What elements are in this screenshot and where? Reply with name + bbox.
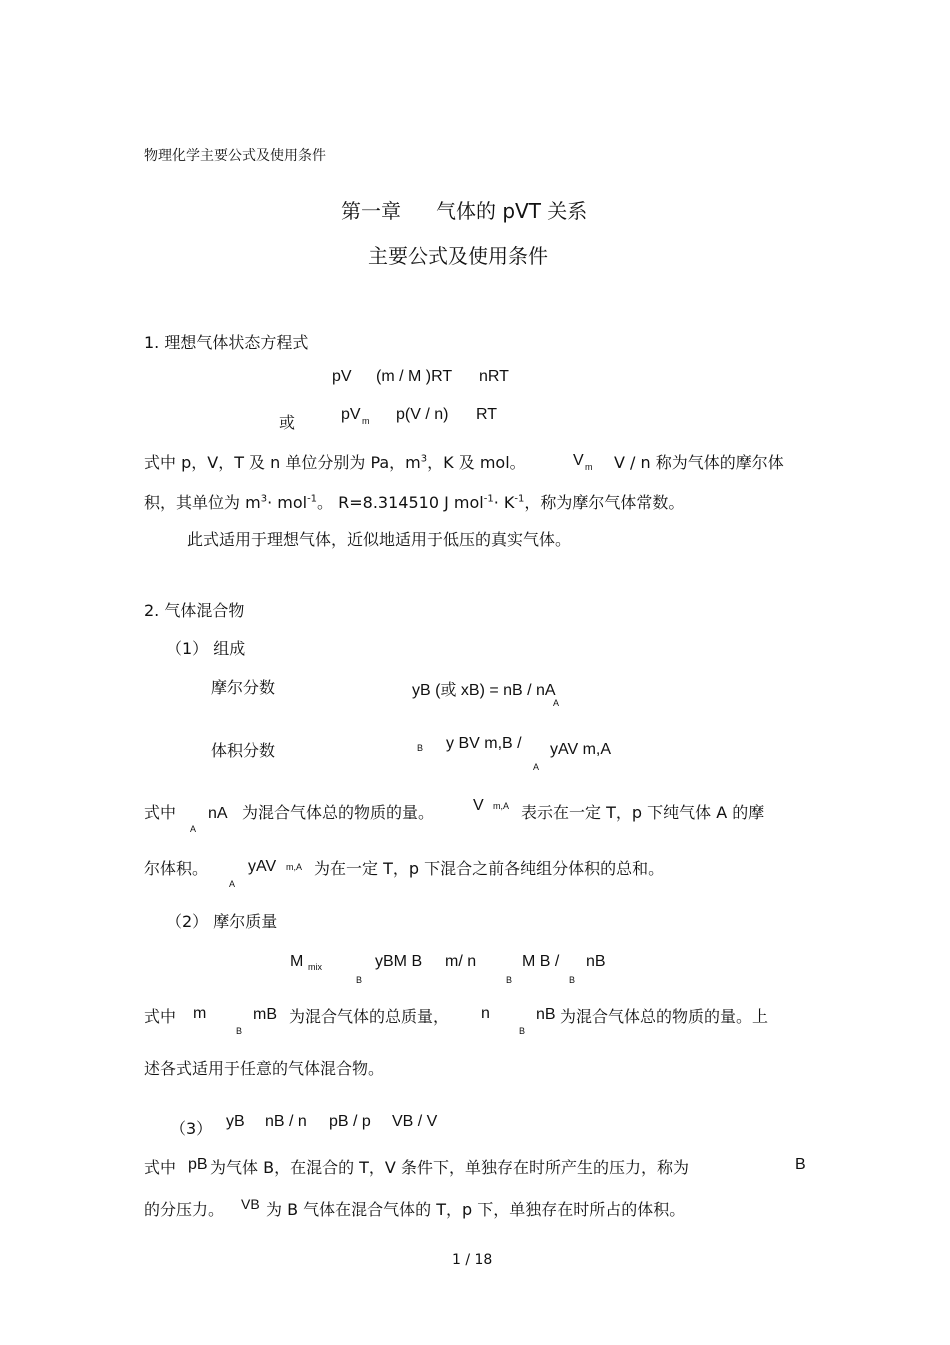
- n-symbol: n: [481, 1005, 490, 1022]
- paragraph-total-amount-b: 为混合气体总的物质的量。: [242, 803, 435, 822]
- pb-symbol: pB: [188, 1156, 208, 1173]
- section-1-title: 1. 理想气体状态方程式: [144, 333, 309, 352]
- paragraph-any-mixture: 述各式适用于任意的气体混合物。: [144, 1059, 385, 1078]
- paragraph-gas-constant: 积，其单位为 $m^3\cdot mol^{-1}$。 R=8.314510 J $mol^{-1}\cdot K^{-1}$，称为摩尔气体常数。: [144, 493, 685, 512]
- m-symbol: m: [193, 1005, 207, 1022]
- subsection-partial: （3）: [170, 1119, 213, 1138]
- mb-symbol: mB: [253, 1006, 277, 1023]
- paragraph-molar-volume-a: 尔体积。: [144, 859, 209, 878]
- yav-subscript: m,A: [286, 862, 303, 872]
- sum-index-a3: A: [190, 824, 197, 834]
- vb-symbol: VB: [241, 1196, 260, 1212]
- sum-index-a4: A: [229, 879, 236, 889]
- volume-fraction-expr: y BV m,B /: [446, 735, 522, 752]
- chapter-number: 第一章: [341, 199, 401, 223]
- b-symbol: B: [795, 1156, 806, 1173]
- yav-symbol: yAV: [248, 858, 277, 875]
- molar-fraction-label: 摩尔分数: [211, 678, 276, 697]
- subsection-composition: （1） 组成: [166, 639, 246, 658]
- paragraph-partial-volume-a: 的分压力。: [144, 1200, 225, 1219]
- sum-index-b3: B: [569, 975, 576, 985]
- mmix-subscript: mix: [308, 962, 322, 972]
- eq2-subscript: m: [362, 416, 370, 426]
- eq3-term-4: VB / V: [392, 1113, 438, 1130]
- paragraph-applicability: 此式适用于理想气体，近似地适用于低压的真实气体。: [187, 530, 572, 549]
- eq2-term-1: pV: [341, 406, 361, 423]
- vma-symbol: V: [473, 797, 484, 814]
- eq3-term-3: pB / p: [329, 1113, 371, 1130]
- or-label: 或: [279, 413, 296, 432]
- eq1-term-1: pV: [332, 368, 352, 385]
- paragraph-total-mass-b: 为混合气体的总质量，: [289, 1007, 450, 1026]
- paragraph-total-mass-c: 为混合气体总的物质的量。上: [560, 1007, 769, 1026]
- sum-index-b1: B: [356, 975, 363, 985]
- paragraph-partial-pressure-b: 为气体 B，在混合的 T，V 条件下，单独存在时所产生的压力，称为: [210, 1158, 689, 1177]
- chapter-subtitle: 主要公式及使用条件: [368, 244, 548, 268]
- volume-fraction-lhs: B: [417, 743, 424, 753]
- paragraph-total-amount-a: 式中: [144, 803, 177, 822]
- mmix-symbol: M: [290, 953, 304, 970]
- eq2-term-3: RT: [476, 406, 498, 423]
- eq3-term-2: nB / n: [265, 1113, 307, 1130]
- eq1-term-3: nRT: [479, 368, 509, 385]
- volume-fraction-rhs: yAV m,A: [550, 741, 612, 758]
- molar-fraction-expr: yB (或 xB) = nB / nA: [412, 682, 556, 699]
- vm-symbol: V: [573, 452, 584, 469]
- paragraph-partial-pressure-a: 式中: [144, 1158, 177, 1177]
- paragraph-units-cont: V / n 称为气体的摩尔体: [614, 453, 784, 472]
- paragraph-total-mass-a: 式中: [144, 1007, 177, 1026]
- section-2-title: 2. 气体混合物: [144, 601, 245, 620]
- subsection-molar-mass: （2） 摩尔质量: [166, 912, 278, 931]
- sum-index-b2: B: [506, 975, 513, 985]
- mmix-term-1: yBM B: [375, 953, 423, 970]
- eq3-term-1: yB: [226, 1113, 245, 1130]
- vma-subscript: m,A: [493, 801, 510, 811]
- sum-index-b5: B: [519, 1026, 526, 1036]
- paragraph-units: 式中 p，V，T 及 n 单位分别为 Pa，$m^3$，K 及 mol。: [144, 453, 526, 472]
- nb-symbol: nB: [536, 1006, 556, 1023]
- paragraph-total-amount-c: 表示在一定 T，p 下纯气体 A 的摩: [521, 803, 765, 822]
- document-title: 物理化学主要公式及使用条件: [144, 148, 326, 164]
- sum-index-a2: A: [533, 762, 540, 772]
- mmix-term-2: m/ n: [445, 953, 477, 970]
- mmix-term-3: M B /: [522, 953, 560, 970]
- paragraph-partial-volume-b: 为 B 气体在混合气体的 T，p 下，单独存在时所占的体积。: [266, 1200, 686, 1219]
- page-number: 1 / 18: [452, 1252, 493, 1268]
- na-symbol: nA: [208, 805, 228, 822]
- sum-index-a1: A: [553, 698, 560, 708]
- sum-index-b4: B: [236, 1026, 243, 1036]
- vm-subscript: m: [585, 462, 593, 472]
- paragraph-molar-volume-b: 为在一定 T，p 下混合之前各纯组分体积的总和。: [314, 859, 665, 878]
- eq1-term-2: (m / M )RT: [376, 368, 453, 385]
- chapter-title: 气体的 pVT 关系: [436, 199, 588, 223]
- volume-fraction-label: 体积分数: [211, 741, 276, 760]
- eq2-term-2: p(V / n): [396, 406, 449, 423]
- mmix-term-4: nB: [586, 953, 606, 970]
